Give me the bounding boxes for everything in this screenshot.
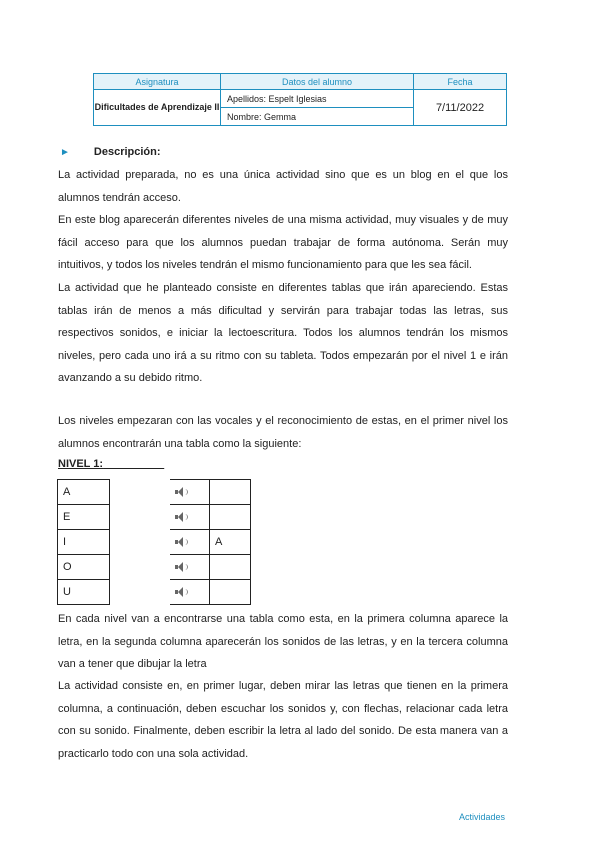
- answer-cell[interactable]: [210, 580, 251, 605]
- date-header: Fecha: [414, 74, 507, 90]
- sound-cell: [170, 580, 210, 605]
- sound-cell: [170, 555, 210, 580]
- letter-cell: A: [58, 480, 110, 505]
- sound-cell: [170, 480, 210, 505]
- paragraph-activity: La actividad que he planteado consiste en diferentes tablas que irán apareciendo. Estas tablas irán de menos a más dificultad y servirán para trabajar todas las letras, sus respectivos sonidos, e iniciar la lectoescritura. Todos los alumnos tendrán los mismos niveles, pero cada uno irá a su ritmo con su tableta. Todos empezarán por el nivel 1 e irán avanzando a su debido ritmo.: [58, 282, 508, 385]
- paragraph-levels: Los niveles empezaran con las vocales y el reconocimiento de estas, en el primer nivel los alumnos encontrarán una tabla como la siguiente:: [58, 415, 508, 450]
- footer-label: Actividades: [459, 812, 506, 822]
- speaker-icon[interactable]: [175, 487, 187, 497]
- sound-cell: [170, 505, 210, 530]
- answer-cell[interactable]: [210, 505, 251, 530]
- student-header: Datos del alumno: [221, 74, 414, 90]
- subject-value: Dificultades de Aprendizaje II: [94, 90, 221, 126]
- speaker-icon[interactable]: [175, 587, 187, 597]
- letter-cell: U: [58, 580, 110, 605]
- answer-cell[interactable]: [210, 480, 251, 505]
- answer-cell[interactable]: [210, 555, 251, 580]
- letter-cell: I: [58, 530, 110, 555]
- sound-table: [170, 479, 251, 605]
- student-name: Nombre: Gemma: [221, 108, 414, 126]
- letter-cell: O: [58, 555, 110, 580]
- speaker-icon[interactable]: [175, 537, 187, 547]
- student-surname: Apellidos: Espelt Iglesias: [221, 90, 414, 108]
- speaker-icon[interactable]: [175, 512, 187, 522]
- section-heading: [60, 146, 161, 158]
- bullet-icon: ►: [60, 147, 70, 158]
- paragraph-intro: La actividad preparada, no es una única actividad sino que es un blog en el que los alumnos tendrán acceso.: [58, 169, 508, 204]
- sound-cell: [170, 530, 210, 555]
- letter-cell: E: [58, 505, 110, 530]
- date-value: 7/11/2022: [414, 90, 507, 126]
- section-title: Descripción:: [93, 146, 161, 158]
- letters-table: [57, 479, 110, 605]
- header-table: [93, 73, 507, 126]
- paragraph-instructions: La actividad consiste en, en primer lugar, deben mirar las letras que tienen en la primera columna, a continuación, deben escuchar los sonidos y, con flechas, relacionar cada letra con su sonido. Finalmente, deben escribir la letra al lado del sonido. De esta manera van a practicarlo todo con una sola actividad.: [58, 680, 508, 760]
- paragraph-table-explanation: En cada nivel van a encontrarse una tabla como esta, en la primera columna aparece la letra, en la segunda columna aparecerán los sonidos de las letras, y en la tercera columna van a tener que dibujar la letra: [58, 613, 508, 671]
- speaker-icon[interactable]: [175, 562, 187, 572]
- level-title: NIVEL 1: _: [58, 458, 165, 470]
- paragraph-blog: En este blog aparecerán diferentes niveles de una misma actividad, muy visuales y de muy fácil acceso para que los alumnos puedan trabajar de forma autónoma. Serán muy intuitivos, y todos los niveles tendrán el mismo funcionamiento para que les sea fácil.: [58, 214, 508, 272]
- subject-header: Asignatura: [94, 74, 221, 90]
- answer-cell[interactable]: A: [210, 530, 251, 555]
